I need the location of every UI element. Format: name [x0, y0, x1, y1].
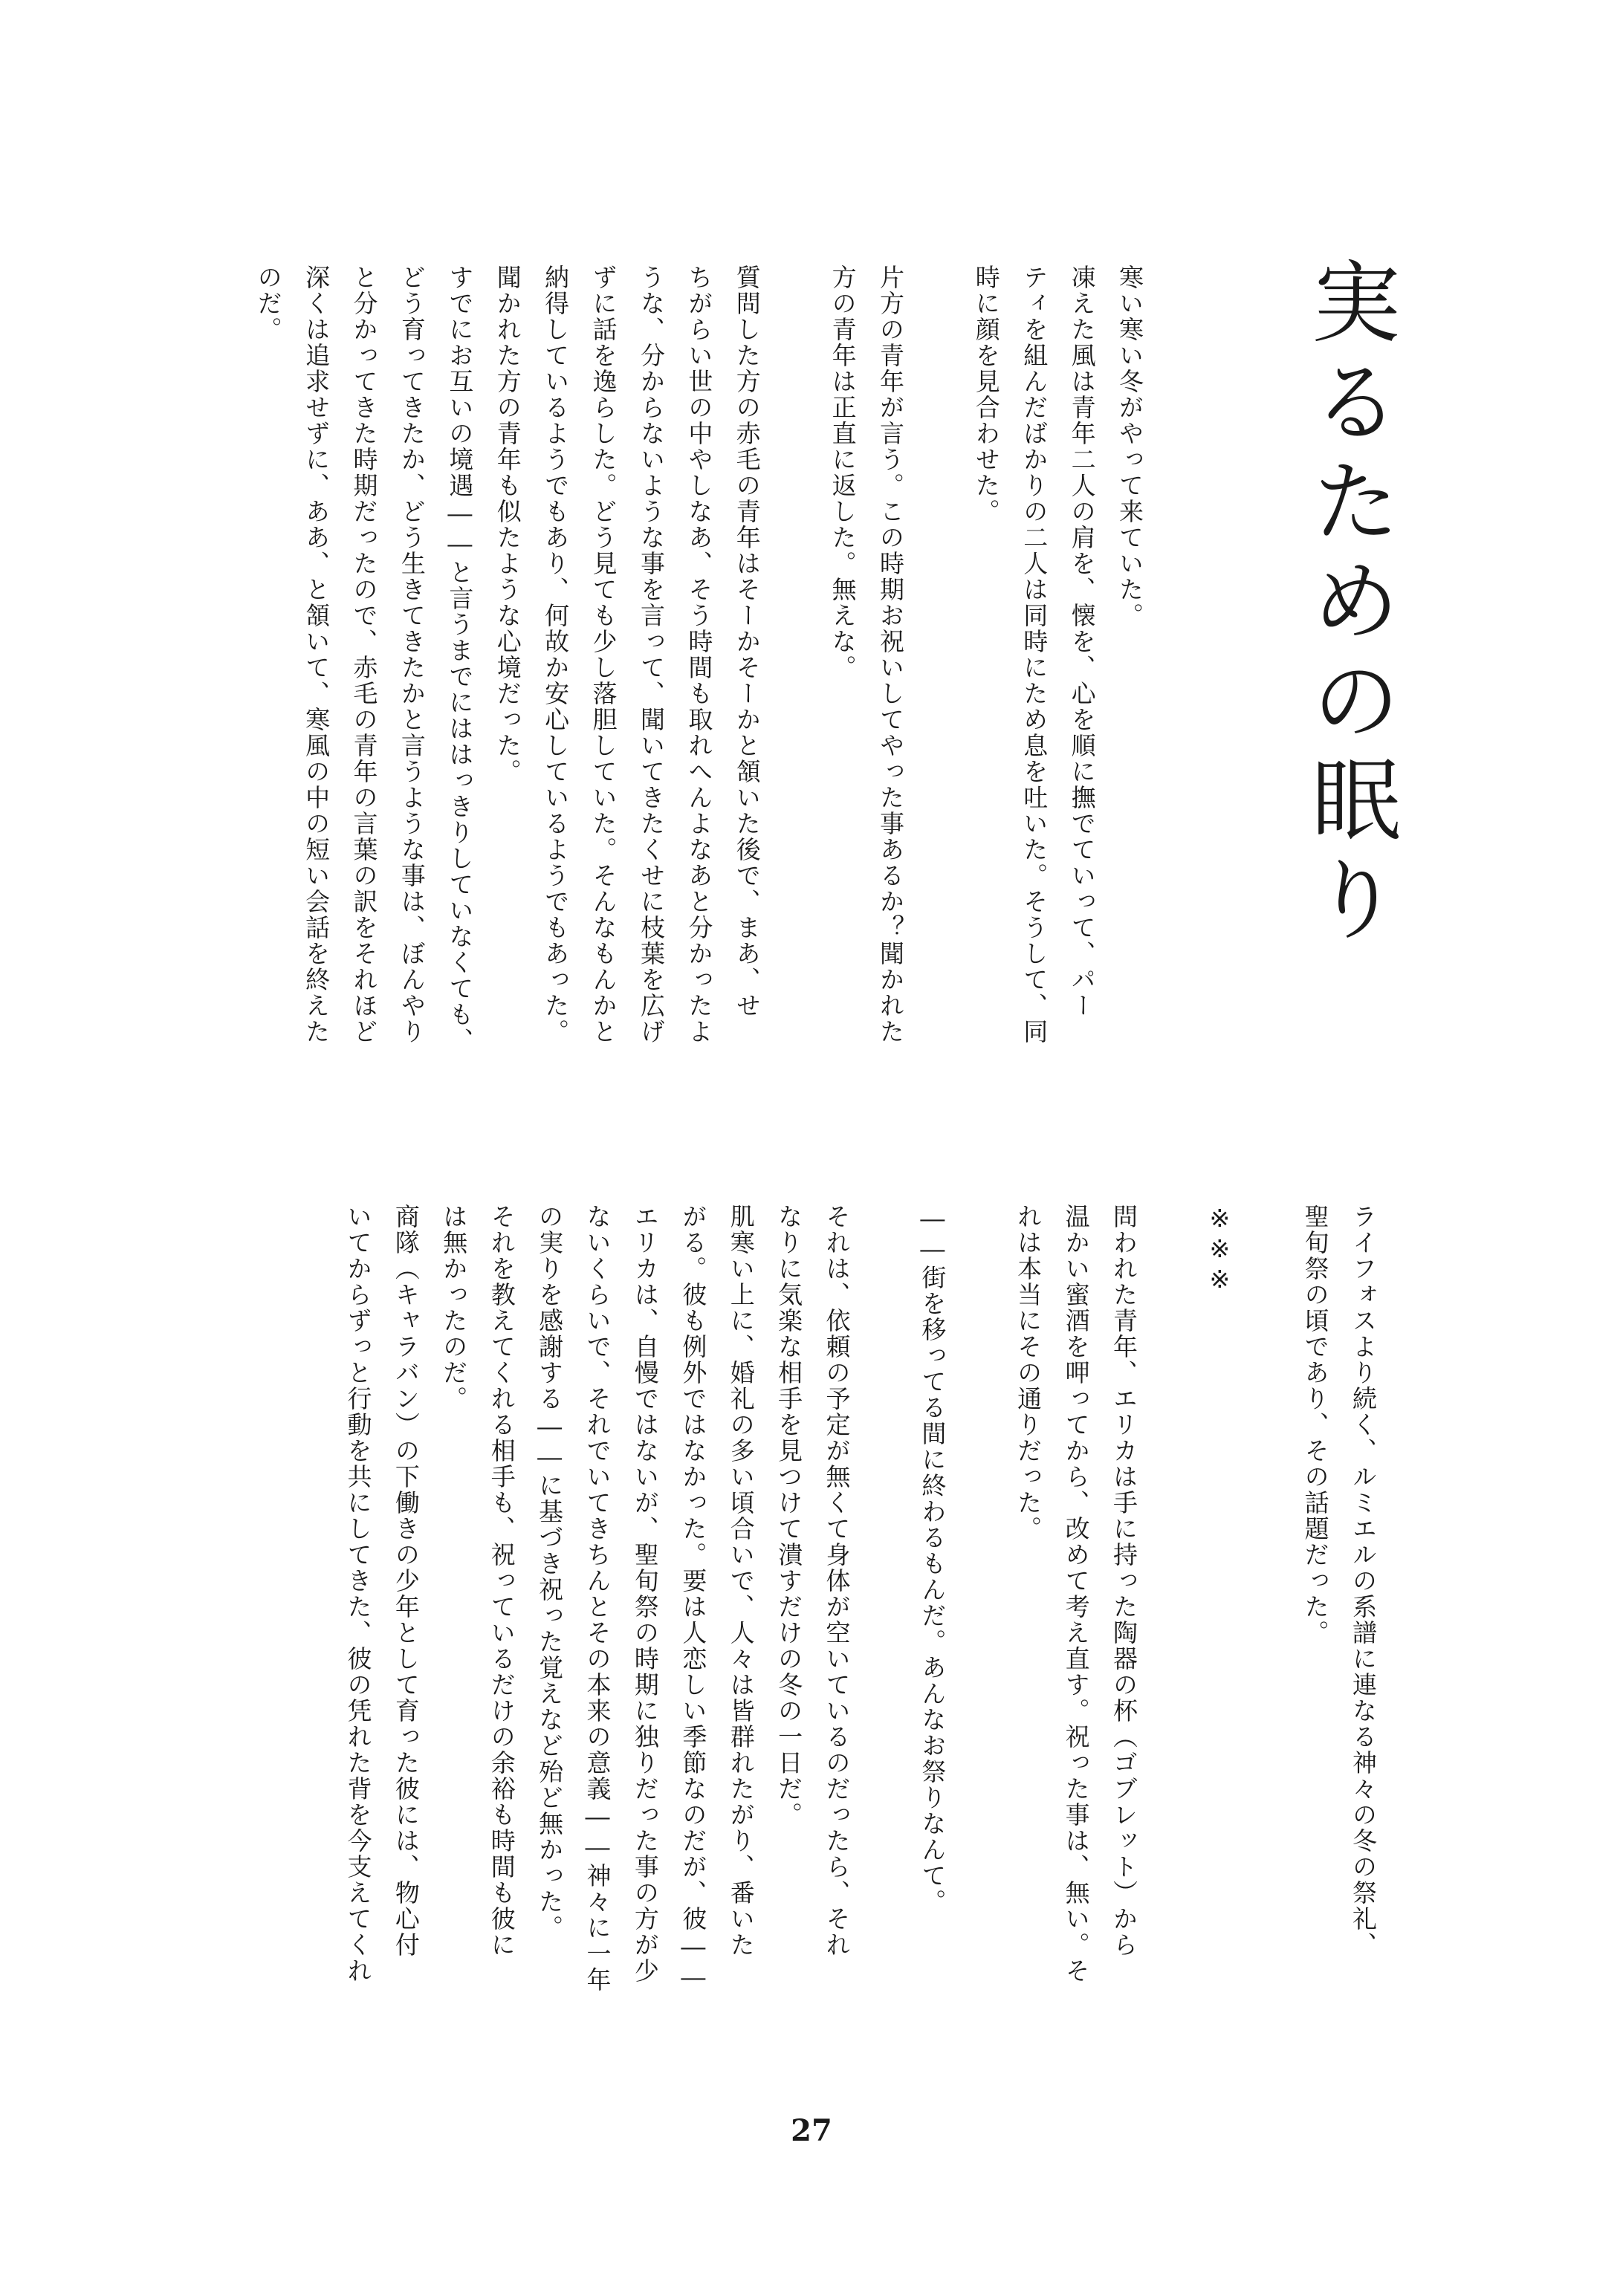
text-line: 質問した方の赤毛の青年はそーかそーかと頷いた後で、まあ、せ — [732, 265, 762, 1019]
text-line: は無かったのだ。 — [439, 1204, 469, 1412]
text-line: すでにお互いの境遇――と言うまでにははっきりしていなくても、 — [445, 265, 475, 1054]
text-line: 納得しているようでもあり、何故か安心しているようでもあった。 — [541, 265, 571, 1045]
text-line: 寒い寒い冬がやって来ていた。 — [1115, 265, 1144, 629]
text-line: ちがらい世の中やしなあ、そう時間も取れへんよなあと分かったよ — [684, 265, 714, 1045]
text-line: 時に顔を見合わせた。 — [971, 265, 1001, 525]
text-line: 問われた青年、エリカは手に持った陶器の杯（ゴブレット）から — [1109, 1204, 1138, 1958]
blank-line — [1243, 1204, 1291, 2125]
lower-text-block — [268, 1204, 1387, 2125]
text-line: ティを組んだばかりの二人は同時にため息を吐いた。そうして、同 — [1020, 265, 1049, 1045]
text-line: ないくらいで、それでいてきちんとその本来の意義――神々に一年 — [583, 1204, 612, 1993]
text-line: 方の青年は正直に返した。無えな。 — [828, 265, 858, 681]
blank-line — [771, 265, 818, 1180]
text-line: れは本当にその通りだった。 — [1014, 1204, 1043, 1542]
text-line: ――街を移ってる間に終わるもんだ。あんなお祭りなんて。 — [918, 1204, 947, 1915]
text-line: エリカは、自慢ではないが、聖旬祭の時期に独りだった事の方が少 — [630, 1204, 660, 1984]
text-line: のだ。 — [253, 265, 283, 343]
text-line: ※※※ — [1205, 1204, 1234, 1295]
text-line: うな、分からないような事を言って、聞いてきたくせに枝葉を広げ — [636, 265, 666, 1045]
blank-line — [1147, 1204, 1195, 2125]
text-line: いてからずっと行動を共にしてきた、彼の凭れた背を今支えてくれ — [343, 1204, 373, 1984]
upper-text-block — [253, 265, 1153, 1180]
text-line: と分かってきた時期だったので、赤毛の青年の言葉の訳をそれほど — [349, 265, 379, 1045]
blank-line — [861, 1204, 908, 2125]
text-line: 凍えた風は青年二人の肩を、懐を、心を順に撫でていって、パー — [1067, 265, 1097, 1019]
story-title: 実るための眠り — [1297, 256, 1400, 953]
blank-line — [914, 265, 962, 1180]
text-line: 温かい蜜酒を呷ってから、改めて考え直す。祝った事は、無い。そ — [1061, 1204, 1091, 1984]
text-line: の実りを感謝する――に基づき祝った覚えなど殆ど無かった。 — [535, 1204, 565, 1941]
text-line: 深くは追求せずに、ああ、と頷いて、寒風の中の短い会話を終えた — [302, 265, 331, 1045]
text-line: 聞かれた方の青年も似たような心境だった。 — [493, 265, 522, 785]
text-line: 肌寒い上に、婚礼の多い頃合いで、人々は皆群れたがり、番いた — [726, 1204, 756, 1958]
text-line: 片方の青年が言う。この時期お祝いしてやった事あるか？聞かれた — [875, 265, 905, 1045]
text-line: どう育ってきたか、どう生きてきたかと言うような事は、ぼんやり — [397, 265, 427, 1045]
text-line: ライフォスより続く、ルミエルの系譜に連なる神々の冬の祭礼、 — [1349, 1204, 1378, 1958]
text-line: がる。彼も例外ではなかった。要は人恋しい季節なのだが、彼―― — [678, 1204, 708, 1993]
text-line: 商隊（キャラバン）の下働きの少年として育った彼には、物心付 — [391, 1204, 421, 1958]
text-line: ずに話を逸らした。どう見ても少し落胆していた。そんなもんかと — [589, 265, 618, 1045]
text-line: それを教えてくれる相手も、祝っているだけの余裕も時間も彼に — [487, 1204, 516, 1958]
text-line: なりに気楽な相手を見つけて潰すだけの冬の一日だ。 — [774, 1204, 804, 1828]
blank-line — [956, 1204, 1003, 2125]
text-line: 聖旬祭の頃であり、その話題だった。 — [1300, 1204, 1330, 1646]
text-line: それは、依頼の予定が無くて身体が空いているのだったら、それ — [822, 1204, 852, 1958]
page-number: 27 — [791, 2113, 832, 2148]
